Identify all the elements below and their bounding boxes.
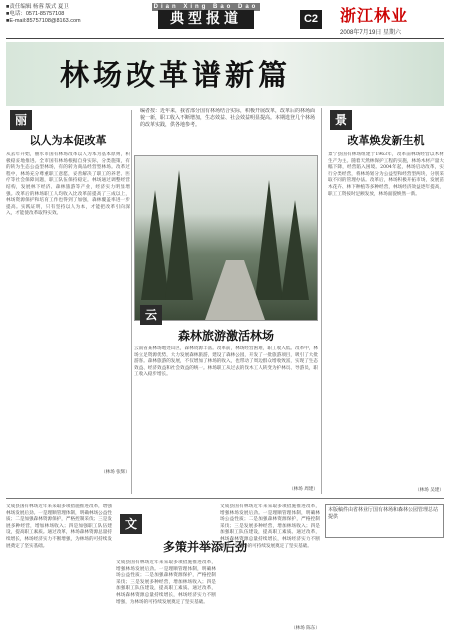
page-number: C2 <box>300 10 322 29</box>
bottom-article-body-3: 文成县国有林场近年来采取多项措施推进改革，增强林场发展后劲。一是理顺管理体制，明确林场公益性质；二是加强森林资源保护，严格控制采伐；三是发展多种经营，增加林场收入；四是加强职工队伍建设，提高职工素质。通过改革，林场森林资源总量持续增长，林场经济实力不断增强，为林场的可持续发展奠定了坚实基础。 <box>220 504 320 549</box>
bottom-article-body-1: 文成县国有林场近年来采取多项措施推进改革，增强林场发展后劲。一是理顺管理体制，明确林场公益性质；二是加强森林资源保护，严格控制采伐；三是发展多种经营，增加林场收入；四是加强职工队伍建设，提高职工素质。通过改革，林场森林资源总量持续增长，林场经济实力不断增强，为林场的可持续发展奠定了坚实基础。 <box>6 504 112 549</box>
phone-line: ■电话：0571-85757108 <box>6 11 65 17</box>
editor-note: 编者按：近年来，我省部分国有林场结合实际，积极开展改革，改革后的林场面貌一新，职工收入不断增加，生态效益、社会效益明显提高。本期选登几个林场的改革实践，供各地参考。 <box>140 108 316 128</box>
bottom-byline: （林场 陈东） <box>290 626 320 631</box>
issue-date: 2008年7月19日 星期六 <box>340 30 402 36</box>
tree-shape <box>165 170 193 300</box>
section-divider <box>6 498 444 499</box>
section-title: 典型报道 <box>158 10 254 29</box>
article-jingning <box>328 134 444 494</box>
forest-photo <box>134 155 318 321</box>
region-badge-yunnan: 云南 <box>140 305 162 325</box>
center-byline: （林场 周建） <box>288 487 318 492</box>
column-divider <box>131 110 132 494</box>
article-byline: （林场 张辉） <box>100 470 130 475</box>
article-body: 景宁县国有林场组建于1963年，改革前林场经营以木材生产为主。随着天然林保护工程的实施，林场木材产量大幅下降，经营陷入困境。2004年起，林场启动改革，实行分类经营，将林场划分为公益型和经营型两块，分别采取不同的管理办法。改革后，林场积极开拓市场，发展苗木花卉、林下种植等多种经营，林场经济效益逐年提高，职工工资按时足额发放，林场面貌焕然一新。 <box>328 152 444 197</box>
page-headline: 林场改革谱新篇 <box>60 58 292 92</box>
article-headline: 以人为本促改革 <box>29 134 107 147</box>
header-rule <box>6 38 444 39</box>
article-byline: （林场 吴建） <box>414 488 444 493</box>
editor-info <box>6 4 98 25</box>
center-article-body: 云南省某林场地处山区，森林资源丰富。改革前，林场经营困难，职工收入低。改革中，林场立足资源优势，大力发展森林旅游，建设了森林公园，开发了一批旅游项目，吸引了大批游客。森林旅游的发展，不仅增加了林场的收入，也带动了周边群众增收致富，实现了生态效益、经济效益和社会效益的统一。林场职工从过去的伐木工人转变为护林员、导游员，职工收入稳步增长。 <box>134 346 318 378</box>
section-pinyin: Dian Xing Bao Dao <box>153 4 259 10</box>
column-divider <box>321 108 322 494</box>
tree-shape <box>255 180 283 300</box>
tree-shape <box>281 200 309 300</box>
article-body: 从去年开始，丽水市国有林场改革以人为本为基本原则，积极稳妥地推进。全市国有林场根据自身实际，分类施策，有的转为生态公益型林场，有的转为商品经营型林场。改革过程中，林场充分尊重职工意愿，妥善解决了职工的养老、医疗等社会保障问题，职工队伍保持稳定。林场通过调整经营结构，发展林下经济、森林旅游等产业，经济实力明显增强。改革后的林场职工人均收入比改革前提高了三成以上，林场资源保护和培育工作也得到了加强，森林覆盖率进一步提高。实践证明，只有坚持以人为本，才能把改革引向深入，才能使改革取得实效。 <box>6 152 130 217</box>
editor-line: ■责任编辑 杨蓉 版式 夏卫 <box>6 4 69 10</box>
photo-headline: 森林旅游激活林场 <box>177 329 274 343</box>
article-headline: 改革焕发新生机 <box>347 134 425 147</box>
newspaper-logo: 浙江林业 <box>340 6 409 25</box>
region-badge-jingning: 景宁 <box>330 110 352 130</box>
bottom-article-body-2: 文成县国有林场近年来采取多项措施推进改革，增强林场发展后劲。一是理顺管理体制，明确林场公益性质；二是加强森林资源保护，严格控制采伐；三是发展多种经营，增加林场收入；四是加强职工队伍建设，提高职工素质。通过改革，林场森林资源总量持续增长，林场经济实力不断增强，为林场的可持续发展奠定了坚实基础。 <box>116 560 216 605</box>
article-lishui <box>6 134 130 476</box>
region-badge-lishui: 丽水 <box>10 110 32 130</box>
source-note: 本版稿件由省林业厅国有林场和森林公园管理总站提供 <box>325 504 444 538</box>
email-line: ■E-mail:85757108@8163.com <box>6 18 81 24</box>
region-badge-wencheng: 文成 <box>120 514 142 534</box>
bottom-headline: 多策并举添后劲 <box>162 540 247 554</box>
